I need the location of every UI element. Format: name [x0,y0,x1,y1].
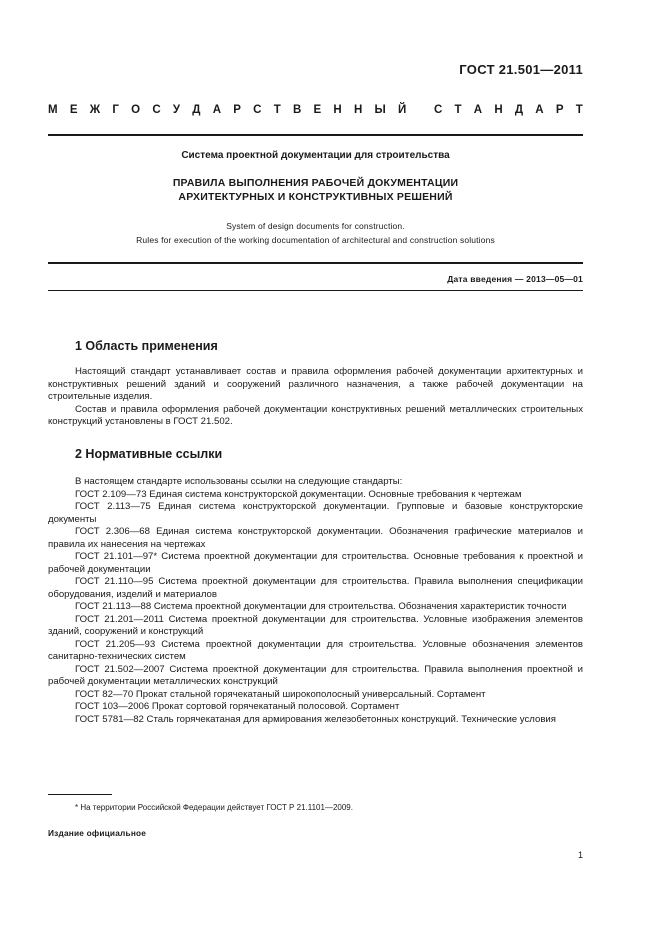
interstate-letter: Е [313,104,322,116]
section-2-body [48,476,583,726]
interstate-letter: Ж [89,104,101,116]
introduction-date: Дата введения — 2013—05—01 [447,274,583,284]
interstate-standard-heading [48,104,583,116]
interstate-letter: Н [353,104,363,116]
interstate-letter: О [131,104,141,116]
reference-item: ГОСТ 82—70 Прокат стальной горячекатаный широкополосный универсальный. Сортамент [75,688,486,700]
reference-item: ГОСТ 21.502—2007 Система проектной документации для строительства. Правила выполнения проектной и рабочей документации металлических конструкций [48,663,583,687]
footnote-rule [48,794,112,795]
interstate-letter: С [253,104,262,116]
reference-item: ГОСТ 21.201—2011 Система проектной документации для строительства. Условные изображения элементов зданий, сооружений и конструкций [48,613,583,637]
interstate-letter: А [212,104,222,116]
main-title-line-1: ПРАВИЛА ВЫПОЛНЕНИЯ РАБОЧЕЙ ДОКУМЕНТАЦИИ [172,177,459,189]
interstate-letter: Д [514,104,524,116]
interstate-letter: Д [192,104,201,116]
section-1-heading: 1 Область применения [75,339,218,353]
interstate-letter: У [172,104,181,116]
page-number: 1 [577,850,583,860]
document-code: ГОСТ 21.501—2011 [459,62,583,77]
section-2-intro: В настоящем стандарте использованы ссылки на следующие стандарты: [75,476,403,487]
date-rule [48,290,583,291]
reference-item: ГОСТ 21.101—97* Система проектной документации для строительства. Основные требования к проектной и рабочей документации [48,551,583,575]
reference-item: ГОСТ 5781—82 Сталь горячекатаная для армирования железобетонных конструкций. Технические условия [75,713,556,725]
interstate-letter: В [292,104,302,116]
reference-item: ГОСТ 21.110—95 Система проектной документации для строительства. Правила выполнения спецификации оборудования, изделий и материалов [48,576,583,600]
interstate-letter: Т [454,104,462,116]
reference-item: ГОСТ 21.205—93 Система проектной документации для строительства. Условные обозначения элементов санитарно-технических систем [48,638,583,662]
reference-item: ГОСТ 103—2006 Прокат сортовой горячекатаный полосовой. Сортамент [75,701,400,712]
interstate-letter: Ы [374,104,386,116]
interstate-letter: Т [273,104,281,116]
interstate-letter: Т [575,104,583,116]
section-1-paragraph-2: Состав и правила оформления рабочей документации конструктивных решений металлических строительных конструкций установлены в ГОСТ 21.502. [48,403,583,427]
interstate-letter: Н [333,104,342,116]
section-2-heading: 2 Нормативные ссылки [75,447,223,461]
interstate-letter: М [48,104,58,116]
normative-references-list [48,489,583,727]
english-title-line-1: System of design documents for construction. [226,221,405,231]
interstate-letter: А [535,104,544,116]
interstate-letter: Р [233,104,241,116]
english-title-line-2: Rules for execution of the working documentation of architectural and construction solutions [136,235,495,245]
top-rule [48,134,583,136]
interstate-letter: Н [494,104,503,116]
reference-item: ГОСТ 2.306—68 Единая система конструкторской документации. Обозначения графические материалов и правила их нанесения на чертежах [48,526,583,550]
interstate-letter: А [473,104,483,116]
system-title: Система проектной документации для строительства [181,150,450,161]
title-bottom-rule [48,262,583,264]
interstate-letter: Е [69,104,78,116]
reference-item: ГОСТ 2.113—75 Единая система конструкторской документации. Групповые и базовые конструкторские документы [48,501,583,525]
english-title [48,219,583,247]
footnote: * На территории Российской Федерации действует ГОСТ Р 21.1101—2009. [75,803,353,812]
interstate-letter [419,104,422,116]
main-title-line-2: АРХИТЕКТУРНЫХ И КОНСТРУКТИВНЫХ РЕШЕНИЙ [178,191,453,203]
section-1-paragraph-1: Настоящий стандарт устанавливает состав и правила оформления рабочей документации архитектурных и конструктивных решений зданий и сооружений различного назначения, а также рабочей документации на строительные изделия. [48,366,583,402]
interstate-letter: Г [112,104,119,116]
interstate-letter: С [152,104,161,116]
interstate-letter: Р [555,104,564,116]
main-title [48,176,583,204]
section-1-body [48,366,583,429]
interstate-letter: С [433,104,443,116]
interstate-letter: Й [398,104,407,116]
reference-item: ГОСТ 2.109—73 Единая система конструкторской документации. Основные требования к чертежам [75,488,522,500]
official-edition-label: Издание официальное [48,828,147,838]
reference-item: ГОСТ 21.113—88 Система проектной документации для строительства. Обозначения характеристик точности [75,601,567,612]
